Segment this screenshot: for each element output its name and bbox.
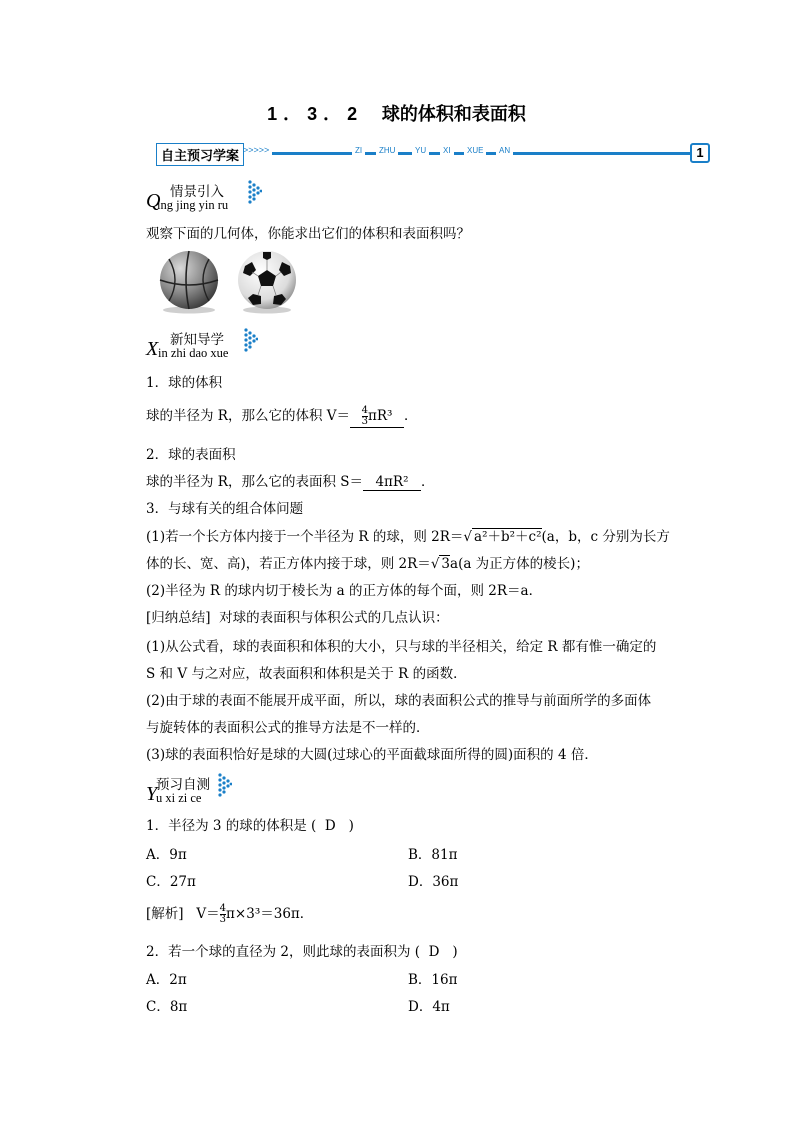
option-c: C．8π [146,999,188,1015]
banner-label: 自主预习学案 [156,143,244,166]
option-d: D．36π [408,874,459,890]
section-initial: Y [146,783,158,805]
banner-arrows: >>>>> [243,145,270,155]
knowledge-volume-formula: 球的半径为 R，那么它的体积 V＝ $\frac{4}{3}$ πR³ ． [146,405,418,427]
formula-rest: πR³ [367,408,393,424]
summary-2b: 与旋转体的表面积公式的推导方法是不一样的． [146,720,430,736]
summary-3: (3)球的表面积恰好是球的大圆(过球心的平面截球面所得的圆)面积的 4 倍． [146,747,598,763]
knowledge-para-3b: 体的长、宽、高)，若正方体内接于球，则 2R＝√ 3a(a 为正方体的棱长)； [146,556,589,572]
summary-title: 对球的表面积与体积公式的几点认识： [219,610,449,626]
section-pinyin: in zhi dao xue [158,346,229,360]
section-title: 新知导学 [170,332,224,348]
formula-prefix: 球的半径为 R，那么它的表面积 S＝ [146,474,363,490]
question-1-analysis [146,902,313,925]
bracket-close: ) [348,818,354,834]
text: a(a 为正方体的棱长)； [450,556,589,572]
section-pinyin: u xi zi ce [156,791,202,805]
banner-pinyin: ZHU [376,146,398,155]
option-a: A．9π [146,847,187,863]
option-a: A．2π [146,972,187,988]
triangle-arrow-icon [244,328,258,352]
section-initial: X [146,338,159,360]
knowledge-heading-2: 2．球的表面积 [146,447,236,463]
fraction-denominator: 3 [361,416,368,427]
summary-1b: S 和 V 与之对应，故表面积和体积是关于 R 的函数． [146,666,467,682]
section-number: 1．3．2 [267,104,364,124]
knowledge-para-4: (2)半径为 R 的球内切于棱长为 a 的正方体的每个面，则 2R＝a． [146,583,543,599]
question-stem: 2．若一个球的直径为 2，则此球的表面积为 ( [146,944,421,960]
banner-pinyin: YU [412,146,429,155]
knowledge-para-3a: (1)若一个长方体内接于一个半径为 R 的球，则 2R＝√ a²＋b²＋c²(a，b，c 分别为长方 [146,529,670,545]
question-answer: D [428,944,440,960]
summary-heading [146,606,449,626]
question-1-stem [146,814,354,834]
analysis-tag: [解析] [146,906,184,922]
question-answer: D [324,818,336,834]
text: 体的长、宽、高)，若正方体内接于球，则 2R＝ [146,556,431,572]
summary-2a: (2)由于球的表面不能展开成平面，所以，球的表面积公式的推导与前面所学的多面体 [146,693,652,709]
bracket-close: ) [452,944,458,960]
banner-number-badge: 1 [690,143,710,163]
title-text: 球的体积和表面积 [381,104,526,125]
text: (a，b，c 分别为长方 [541,529,670,545]
question-2-stem [146,940,458,960]
summary-tag: [归纳总结] [146,610,211,626]
answer-blank: 4πR² [363,474,421,491]
fraction-numerator: 4 [361,405,368,416]
banner-pinyin: XI [440,146,454,155]
section-pinyin: ing jing yin ru [157,198,229,212]
page-title [0,100,793,126]
section-title: 情景引入 [170,184,224,200]
fraction-numerator: 4 [219,903,227,914]
soccer-ball-image [235,250,299,314]
knowledge-heading-3: 3．与球有关的组合体问题 [146,501,304,517]
option-b: B．81π [408,847,458,863]
sqrt-content: 3 [441,556,451,572]
knowledge-area-formula: 球的半径为 R，那么它的表面积 S＝ 4πR² ． [146,474,435,490]
intro-text: 观察下面的几何体，你能求出它们的体积和表面积吗？ [146,226,470,242]
option-b: B．16π [408,972,458,988]
formula-prefix: V＝ [196,906,220,922]
answer-blank [350,406,404,428]
triangle-arrow-icon [218,773,232,797]
knowledge-heading-1: 1．球的体积 [146,375,223,391]
banner-pinyin: XUE [464,146,486,155]
section-title: 预习自测 [156,777,210,793]
banner-pinyin: ZI [352,146,365,155]
summary-1a: (1)从公式看，球的表面积和体积的大小，只与球的半径相关，给定 R 都有惟一确定的 [146,639,657,655]
banner-pinyin: AN [496,146,513,155]
triangle-arrow-icon [248,180,262,204]
formula-rest: π×3³＝36π． [226,906,314,922]
option-d: D．4π [408,999,450,1015]
formula-prefix: 球的半径为 R，那么它的体积 V＝ [146,408,350,424]
section-initial: Q [146,190,161,212]
fraction-denominator: 3 [219,914,227,925]
question-stem: 1．半径为 3 的球的体积是 ( [146,818,317,834]
text: (1)若一个长方体内接于一个半径为 R 的球，则 2R＝ [146,529,464,545]
option-c: C．27π [146,874,196,890]
basketball-image [157,250,221,314]
sqrt-content: a²＋b²＋c² [474,529,542,545]
